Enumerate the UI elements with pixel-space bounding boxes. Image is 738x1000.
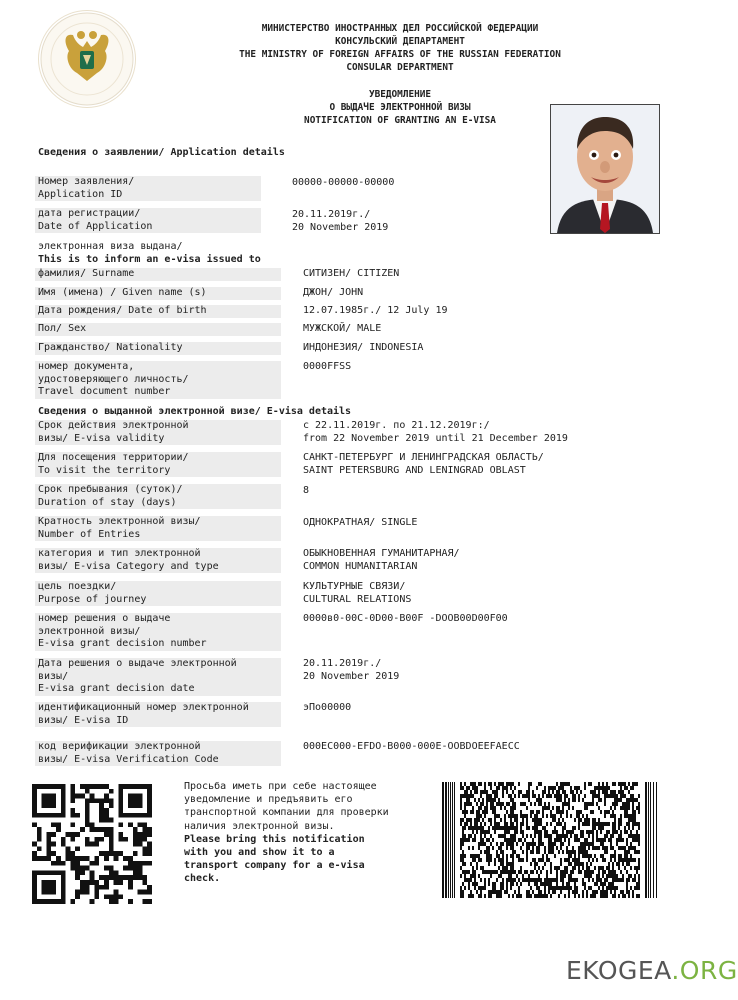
label-line: номер документа, xyxy=(38,361,135,372)
label-line: визы/ E-visa Verification Code xyxy=(38,753,219,765)
label-line: E-visa grant decision number xyxy=(38,638,207,650)
entries-label xyxy=(35,516,281,541)
verification-code-value: 000EC000-EFDO-B000-000E-OOBDOEEFAECC xyxy=(303,741,520,752)
pdf417-barcode xyxy=(442,782,658,898)
label-line: номер решения о выдаче xyxy=(38,613,171,624)
value-line: SAINT PETERSBURG AND LENINGRAD OBLAST xyxy=(303,464,526,476)
notice-line: наличия электронной визы. xyxy=(184,820,335,832)
label-line: To visit the territory xyxy=(38,464,171,476)
label-line: Duration of stay (days) xyxy=(38,496,177,508)
value-line: CULTURAL RELATIONS xyxy=(303,593,412,605)
evisa-details-heading: Сведения о выданной электронной визе/ E-visa details xyxy=(38,406,352,417)
travel-document-label xyxy=(35,361,281,399)
watermark-name: EKOGEA xyxy=(566,956,672,985)
label-line: цель поездки/ xyxy=(38,581,117,592)
label-line: Purpose of journey xyxy=(38,593,147,605)
value-line: 20 November 2019 xyxy=(303,670,400,682)
issued-to-line: электронная виза выдана/ xyxy=(38,241,183,252)
territory-value xyxy=(303,452,544,477)
label-line: удостоверяющего личность/ xyxy=(38,373,189,385)
value-line: from 22 November 2019 until 21 December 2019 xyxy=(303,432,568,444)
label-line: Date of Application xyxy=(38,220,153,232)
application-date-label xyxy=(35,208,261,233)
value-line: 20.11.2019г./ xyxy=(303,658,382,669)
label-line: категория и тип электронной xyxy=(38,548,201,559)
value-line: 20.11.2019г./ xyxy=(292,209,371,220)
date-of-birth-label: Дата рождения/ Date of birth xyxy=(35,305,281,318)
validity-value xyxy=(303,420,568,445)
nationality-label: Гражданство/ Nationality xyxy=(35,342,281,355)
value-line: с 22.11.2019г. по 21.12.2019г:/ xyxy=(303,420,490,431)
nationality-value: ИНДОНЕЗИЯ/ INDONESIA xyxy=(303,342,424,353)
category-value xyxy=(303,548,460,573)
label-line: Срок пребывания (суток)/ xyxy=(38,484,183,495)
value-line: 20 November 2019 xyxy=(292,221,389,233)
category-label xyxy=(35,548,281,573)
decision-number-label xyxy=(35,613,281,651)
label-line: визы/ E-visa validity xyxy=(38,432,165,444)
given-name-label: Имя (имена) / Given name (s) xyxy=(35,287,281,300)
notice-line: check. xyxy=(184,873,221,885)
label-line: Срок действия электронной xyxy=(38,420,189,431)
header-line: МИНИСТЕРСТВО ИНОСТРАННЫХ ДЕЛ РОССИЙСКОЙ ФЕДЕРАЦИИ xyxy=(261,23,539,34)
application-id-label xyxy=(35,176,261,201)
value-line: КУЛЬТУРНЫЕ СВЯЗИ/ xyxy=(303,581,406,592)
label-line: визы/ xyxy=(38,670,69,682)
given-name-value: ДЖОН/ JOHN xyxy=(303,287,364,298)
label-line: визы/ E-visa Category and type xyxy=(38,560,219,572)
decision-date-value xyxy=(303,658,399,683)
label-line: E-visa grant decision date xyxy=(38,683,195,695)
applicant-photo xyxy=(550,104,660,234)
notice-line: транспортной компании для проверки xyxy=(184,807,389,819)
entries-value: ОДНОКРАТНАЯ/ SINGLE xyxy=(303,517,418,528)
qr-code-icon xyxy=(32,784,152,904)
notice-line: with you and show it to a xyxy=(184,847,335,859)
site-watermark xyxy=(566,956,738,985)
duration-label xyxy=(35,484,281,509)
label-line: визы/ E-visa ID xyxy=(38,714,129,726)
label-line: код верификации электронной xyxy=(38,741,201,752)
consular-seal xyxy=(38,10,136,108)
ministry-header xyxy=(150,22,650,74)
surname-label: фамилия/ Surname xyxy=(35,268,281,281)
header-line: CONSULAR DEPARTMENT xyxy=(346,62,454,73)
decision-number-value: 0000в0-00C-0D00-B00F -DOOB00D00F00 xyxy=(303,613,508,624)
label-line: идентификационный номер электронной xyxy=(38,702,249,713)
label-line: Application ID xyxy=(38,188,123,200)
title-line: NOTIFICATION OF GRANTING AN E-VISA xyxy=(304,115,496,126)
notice-line: transport company for a e-visa xyxy=(184,860,365,872)
travel-document-value: 0000FFSS xyxy=(303,361,352,372)
verification-code-label xyxy=(35,741,281,766)
evisa-id-value: эПо00000 xyxy=(303,702,352,713)
label-line: Travel document number xyxy=(38,386,171,398)
application-id-value: 00000-00000-00000 xyxy=(292,177,395,188)
label-line: Number of Entries xyxy=(38,528,141,540)
duration-value: 8 xyxy=(303,485,310,496)
sex-label: Пол/ Sex xyxy=(35,323,281,336)
label-line: Номер заявления/ xyxy=(38,176,135,187)
purpose-value xyxy=(303,581,411,606)
qr-code xyxy=(32,784,152,904)
date-of-birth-value: 12.07.1985г./ 12 July 19 xyxy=(303,305,448,316)
watermark-domain: .ORG xyxy=(671,956,738,985)
decision-date-label xyxy=(35,658,281,696)
notice-line: уведомление и предъявить его xyxy=(184,794,353,806)
value-line: САНКТ-ПЕТЕРБУРГ И ЛЕНИНГРАДСКАЯ ОБЛАСТЬ/ xyxy=(303,452,544,463)
issued-to-line: This is to inform an e-visa issued to xyxy=(38,253,261,265)
validity-label xyxy=(35,420,281,445)
evisa-id-label xyxy=(35,702,281,727)
header-line: КОНСУЛЬСКИЙ ДЕПАРТАМЕНТ xyxy=(335,36,465,47)
territory-label xyxy=(35,452,281,477)
label-line: Для посещения территории/ xyxy=(38,452,189,463)
notice-line: Please bring this notification xyxy=(184,833,365,845)
pdf417-barcode-icon xyxy=(442,782,658,898)
header-line: THE MINISTRY OF FOREIGN AFFAIRS OF THE RUSSIAN FEDERATION xyxy=(239,49,561,60)
label-line: электронной визы/ xyxy=(38,625,141,637)
application-details-heading: Сведения о заявлении/ Application details xyxy=(38,147,285,158)
surname-value: СИТИЗЕН/ CITIZEN xyxy=(303,268,400,279)
title-line: О ВЫДАЧЕ ЭЛЕКТРОННОЙ ВИЗЫ xyxy=(329,102,471,113)
notice-text xyxy=(184,780,389,886)
applicant-photo-icon xyxy=(551,105,659,233)
label-line: Дата решения о выдаче электронной xyxy=(38,658,237,669)
sex-value: МУЖСКОЙ/ MALE xyxy=(303,323,382,334)
issued-to-heading xyxy=(38,241,261,266)
purpose-label xyxy=(35,581,281,606)
value-line: COMMON HUMANITARIAN xyxy=(303,560,418,572)
label-line: Кратность электронной визы/ xyxy=(38,516,201,527)
label-line: дата регистрации/ xyxy=(38,208,141,219)
value-line: ОБЫКНОВЕННАЯ ГУМАНИТАРНАЯ/ xyxy=(303,548,460,559)
state-emblem-seal-icon xyxy=(39,11,135,107)
notice-line: Просьба иметь при себе настоящее xyxy=(184,781,377,792)
application-date-value xyxy=(292,209,388,234)
title-line: УВЕДОМЛЕНИЕ xyxy=(368,89,432,100)
